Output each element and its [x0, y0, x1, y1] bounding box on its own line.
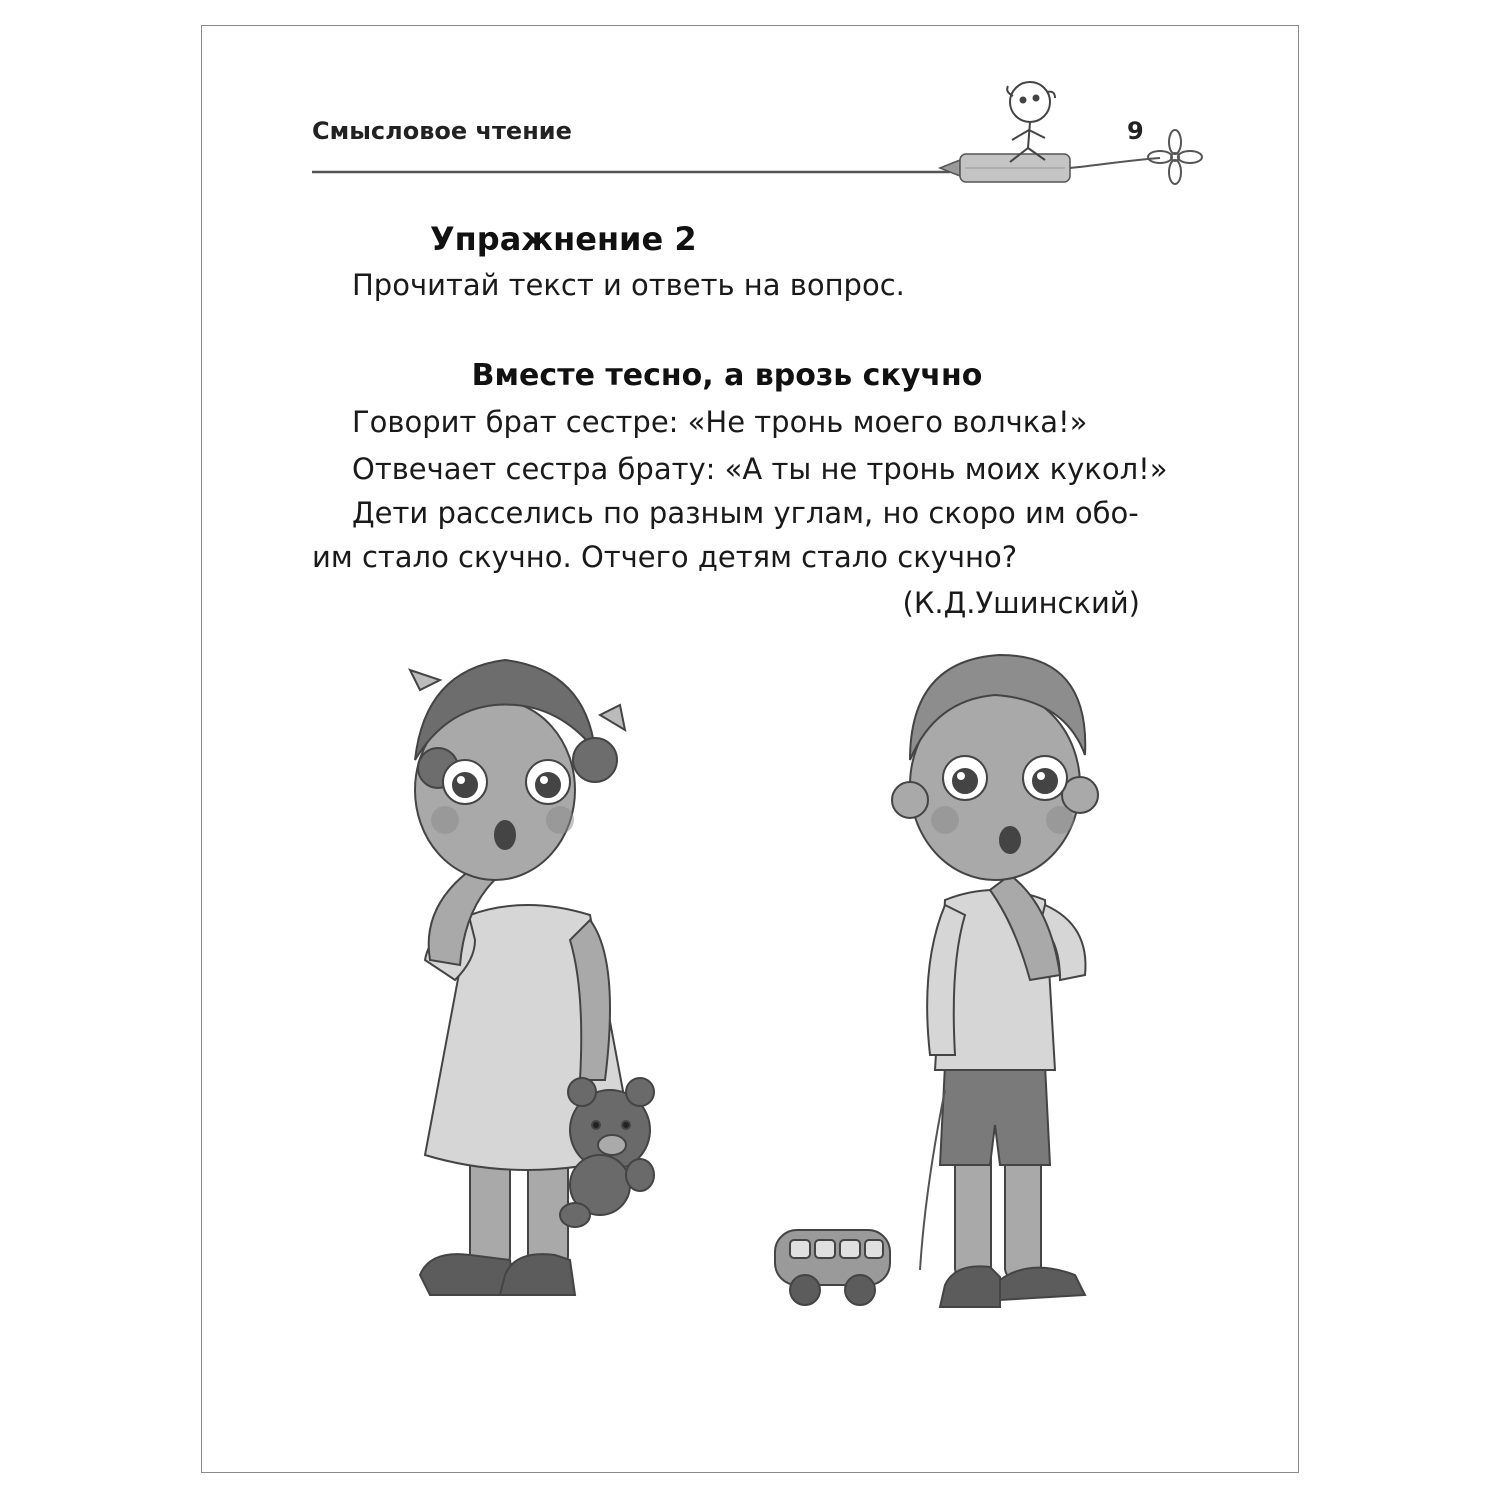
- story-author: (К.Д.Ушинский): [902, 586, 1140, 620]
- page-number: 9: [1127, 117, 1144, 145]
- exercise-title: Упражнение 2: [430, 220, 697, 258]
- header-decoration: [0, 0, 1500, 200]
- pencil-icon: [940, 154, 1070, 182]
- boy-with-toy-bus-icon: [775, 655, 1098, 1307]
- girl-with-teddy-bear-icon: [410, 660, 654, 1295]
- children-illustration: [0, 640, 1500, 1340]
- exercise-instruction: Прочитай текст и ответь на вопрос.: [352, 268, 905, 302]
- story-line: им стало скучно. Отчего детям стало скучно?: [312, 540, 1018, 574]
- story-line: Отвечает сестра брату: «А ты не тронь моих кукол!»: [352, 452, 1168, 486]
- running-head: Смысловое чтение: [312, 117, 572, 145]
- story-title: Вместе тесно, а врозь скучно: [471, 358, 983, 393]
- stick-figure-icon: [1007, 82, 1055, 162]
- pencil-string: [1070, 158, 1160, 168]
- flower-icon: [1148, 130, 1202, 184]
- toy-bus-icon: [775, 1230, 890, 1305]
- story-line: Говорит брат сестре: «Не тронь моего волчка!»: [352, 405, 1088, 439]
- story-line: Дети расселись по разным углам, но скоро им обо-: [352, 496, 1139, 530]
